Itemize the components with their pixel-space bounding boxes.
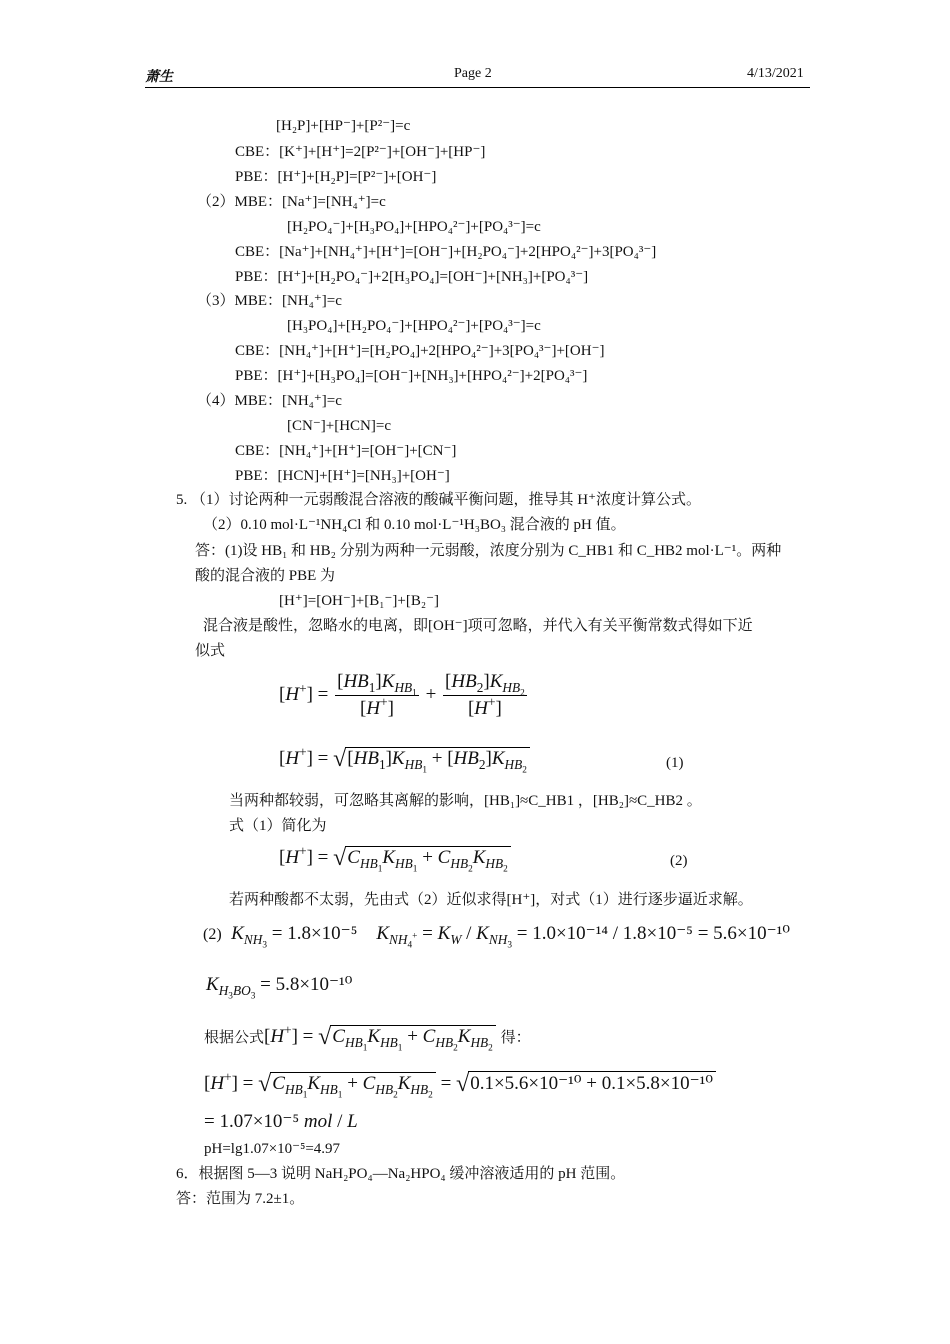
answer-5-line-2: 酸的混合液的 PBE 为 (195, 568, 336, 584)
text-line: CBE：[NH₄⁺]+[H⁺]=[OH⁻]+[CN⁻] (235, 443, 457, 459)
text-line: （2）MBE：[Na⁺]=[NH₄⁺]=c (197, 194, 386, 210)
text-line: 当两种都较弱，可忽略其离解的影响，[HB₁]≈C_HB1 ，[HB₂]≈C_HB2 。 (229, 793, 702, 809)
text-line: [H₃PO₄]+[H₂PO₄⁻]+[HPO₄²⁻]+[PO₄³⁻]=c (287, 318, 541, 334)
question-5: 5. （1）讨论两种一元弱酸混合溶液的酸碱平衡问题，推导其 H⁺浓度计算公式。 (176, 492, 702, 508)
answer-5-line-1: 答：(1)设 HB₁ 和 HB₂ 分别为两种一元弱酸，浓度分别为 C_HB1 和 C_HB2 mol·L⁻¹。两种 (195, 543, 782, 559)
text-line: CBE：[K⁺]+[H⁺]=2[P²⁻]+[OH⁻]+[HP⁻] (235, 144, 486, 160)
text-line: [CN⁻]+[HCN]=c (287, 418, 391, 434)
equation-fraction-form: [H+] = $\frac{[HB_1]K_{HB_1}}{[H^+]}$ + $\frac{[HB_2]K_{HB_2}}{[H^+]}$ (279, 671, 525, 720)
text-line: （3）MBE：[NH₄⁺]=c (197, 293, 342, 309)
equation-number-2: (2) (670, 853, 688, 869)
obtain-label: 得： (500, 1030, 531, 1046)
numeric-radicand: 0.1×5.6×10⁻¹⁰ + 0.1×5.8×10⁻¹⁰ (468, 1071, 716, 1095)
header-page-number: Page 2 (454, 66, 492, 81)
text-line: 式（1）简化为 (229, 818, 327, 834)
text-line: 若两种酸都不太弱，先由式（2）近似求得[H⁺]，对式（1）进行逐步逼近求解。 (229, 892, 753, 908)
header-divider (145, 87, 810, 88)
header-author: 萧生 (145, 70, 173, 85)
header-date: 4/13/2021 (747, 66, 804, 81)
text-line: 混合液是酸性，忽略水的电离，即[OH⁻]项可忽略，并代入有关平衡常数式得如下近 (203, 618, 753, 634)
equation-numeric: $[H^+] = √C_{HB_1}K_{HB_1} + C_{HB_2}K_{HB_2} = √0.1\times 5.6\times 10^{-10} + 0.1\times 5.8\times 10^{-10}$ (204, 1071, 716, 1098)
equation-1: $[H^+] = √[HB_1]K_{HB_1} + [HB_2]K_{HB_2}$ (279, 746, 530, 773)
answer-6: 答：范围为 7.2±1。 (176, 1191, 305, 1207)
pbe-equation: [H⁺]=[OH⁻]+[B₁⁻]+[B₂⁻] (279, 593, 439, 609)
question-6: 6．根据图 5—3 说明 NaH₂PO₄—Na₂HPO₄ 缓冲溶液适用的 pH 范围。 (176, 1166, 626, 1182)
equation-ka-nh4: (2) $K_{NH_3} = 1.8\times 10^{-5}$ $K_{NH_4^+} = K_W / K_{NH_3} = 1.0\times 10^{-14} / 1.8\times 10^{-5} = 5.6\times 10^{-10}$ (203, 923, 790, 951)
result-value: 1.07×10⁻⁵ (219, 1111, 300, 1132)
formula-reference: 根据公式$[H^+] = √C_{HB_1}K_{HB_1} + C_{HB_2}K_{HB_2}$ 得： (204, 1022, 531, 1054)
ka-nh4-value: 5.6×10⁻¹⁰ (713, 923, 790, 944)
text-line: PBE：[HCN]+[H⁺]=[NH₃]+[OH⁻] (235, 468, 450, 484)
part-2-label: (2) (203, 926, 222, 943)
text-line: 似式 (195, 643, 226, 659)
equation-result: = 1.07×10⁻⁵ mol / L (204, 1111, 358, 1132)
text-line: （4）MBE：[NH₄⁺]=c (197, 393, 342, 409)
text-line: PBE：[H⁺]+[H₃PO₄]=[OH⁻]+[NH₃]+[HPO₄²⁻]+2[PO₄³⁻] (235, 368, 588, 384)
text-line: PBE：[H⁺]+[H₂P]=[P²⁻]+[OH⁻] (235, 169, 437, 185)
text-line: CBE：[NH₄⁺]+[H⁺]=[H₂PO₄]+2[HPO₄²⁻]+3[PO₄³⁻]+[OH⁻] (235, 343, 605, 359)
equation-ka-h3bo3: $K_{H_3BO_3} = 5.8\times 10^{-10}$ (206, 974, 353, 1002)
ph-result: pH=lg1.07×10⁻⁵=4.97 (204, 1141, 341, 1157)
ka-h3bo3-value: 5.8×10⁻¹⁰ (275, 974, 353, 995)
text-line: PBE：[H⁺]+[H₂PO₄⁻]+2[H₃PO₄]=[OH⁻]+[NH₃]+[PO₄³⁻] (235, 269, 589, 285)
question-5-part-2: （2）0.10 mol·L⁻¹NH₄Cl 和 0.10 mol·L⁻¹H₃BO₃ 混合液的 pH 值。 (203, 517, 626, 533)
according-label: 根据公式 (204, 1030, 265, 1046)
ka-nh4-expression: 1.0×10⁻¹⁴ / 1.8×10⁻⁵ (532, 923, 693, 944)
text-line: [H₂PO₄⁻]+[H₃PO₄]+[HPO₄²⁻]+[PO₄³⁻]=c (287, 219, 541, 235)
equation-number-1: (1) (666, 755, 684, 771)
text-line: [H₂P]+[HP⁻]+[P²⁻]=c (276, 118, 411, 134)
kb-nh3-value: 1.8×10⁻⁵ (287, 923, 358, 944)
text-line: CBE：[Na⁺]+[NH₄⁺]+[H⁺]=[OH⁻]+[H₂PO₄⁻]+2[HPO₄²⁻]+3[PO₄³⁻] (235, 244, 657, 260)
equation-2: $[H^+] = √C_{HB_1}K_{HB_1} + C_{HB_2}K_{HB_2}$ (279, 845, 511, 872)
